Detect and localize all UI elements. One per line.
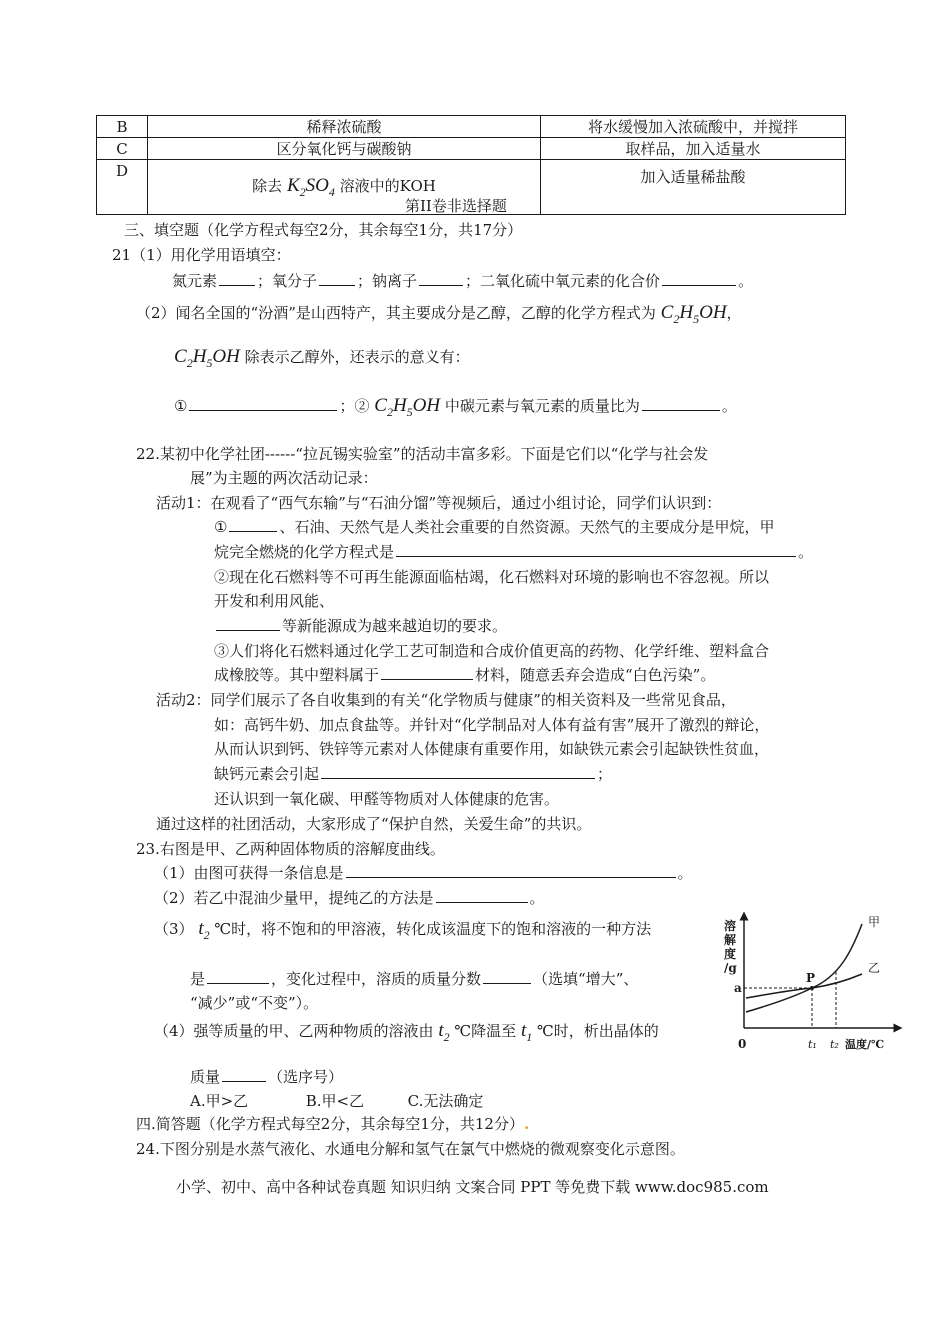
t2-symbol: $t_2$	[438, 1020, 450, 1044]
answer-blank[interactable]	[346, 862, 676, 878]
intersection-p	[810, 986, 814, 990]
q22-line7: 开发和利用风能、	[214, 592, 335, 610]
q21-line5: ① ；② $C_2H_5OH$ 中碳元素与氧元素的质量比为 。	[174, 395, 737, 419]
table-row	[97, 138, 846, 160]
q21-line2: 氮元素 ；氧分子 ；钠离子 ；二氧化硫中氧元素的化合价 。	[172, 272, 754, 290]
y-axis-label-2: 解	[724, 933, 737, 947]
series-yi-label: 乙	[868, 961, 881, 975]
q23-line1: 23.右图是甲、乙两种固体物质的溶解度曲线。	[136, 840, 445, 858]
q23-line5: 是 ，变化过程中，溶质的质量分数 （选填“增大”、	[190, 970, 639, 988]
t2-symbol: $t_2$	[198, 918, 210, 942]
curve-yi	[746, 974, 862, 998]
t1-symbol: $t_1$	[520, 1020, 533, 1044]
answer-blank[interactable]	[396, 541, 796, 557]
answer-blank[interactable]	[381, 664, 473, 680]
t2-label: t₂	[830, 1038, 839, 1051]
row-key: C	[97, 138, 148, 160]
q22-line3: 活动1：在观看了“西气东输”与“石油分馏”等视频后，通过小组讨论，同学们认识到：	[156, 494, 722, 512]
answer-blank[interactable]	[207, 968, 269, 984]
answer-blank[interactable]	[219, 270, 255, 286]
q22-line5: 烷完全燃烧的化学方程式是 。	[214, 543, 814, 561]
series-jia-label: 甲	[868, 915, 881, 929]
answer-blank[interactable]	[189, 395, 337, 411]
q21-line3: （2）闻名全国的“汾酒”是山西特产，其主要成分是乙醇，乙醇的化学方程式为 $C_2H_5OH$，	[136, 302, 742, 326]
answer-blank[interactable]	[319, 270, 355, 286]
row-experiment: 区分氧化钙与碳酸钠	[148, 138, 541, 160]
solubility-chart	[720, 910, 905, 1070]
y-axis-label-4: /g	[724, 961, 737, 975]
q22-line10: 成橡胶等。其中塑料属于 材料，随意丢弃会造成“白色污染”。	[214, 666, 716, 684]
answer-blank[interactable]	[321, 763, 595, 779]
footer: 小学、初中、高中各种试卷真题 知识归纳 文案合同 PPT 等免费下载 www.doc985.com	[176, 1178, 769, 1196]
q22-line13: 从而认识到钙、铁锌等元素对人体健康有重要作用，如缺铁元素会引起缺铁性贫血，	[214, 740, 770, 758]
t1-label: t₁	[808, 1038, 817, 1051]
x-axis-label: 温度/℃	[845, 1038, 885, 1051]
q22-line16: 通过这样的社团活动，大家形成了“保护自然，关爱生命”的共识。	[156, 815, 592, 833]
q23-line3: （2）若乙中混油少量甲，提纯乙的方法是 。	[154, 889, 545, 907]
ethanol-formula: $C_2H_5OH$	[660, 302, 727, 326]
q22-line11: 活动2：同学们展示了各自收集到的有关“化学物质与健康”的相关资料及一些常见食品，	[156, 691, 736, 709]
q21-line4: $C_2H_5OH$ 除表示乙醇外，还表示的意义有：	[174, 346, 470, 370]
q22-line6: ②现在化石燃料等不可再生能源面临枯竭，化石燃料对环境的影响也不容忽视。所以	[214, 568, 770, 586]
y-axis-label-3: 度	[724, 947, 737, 961]
q21-line1: 21（1）用化学用语填空：	[112, 246, 291, 264]
row-method: 取样品，加入适量水	[541, 138, 846, 160]
answer-blank[interactable]	[436, 887, 528, 903]
origin-label: 0	[738, 1037, 747, 1051]
q22-line12: 如：高钙牛奶、加点食盐等。并针对“化学制品对人体有益有害”展开了激烈的辩论，	[214, 716, 770, 734]
option-c[interactable]: C.无法确定	[407, 1092, 484, 1110]
a-label: a	[734, 981, 742, 995]
q22-line9: ③人们将化石燃料通过化学工艺可制造和合成价值更高的药物、化学纤维、塑料盒合	[214, 642, 770, 660]
table-row	[97, 116, 846, 138]
q23-line8: 质量 （选序号）	[190, 1068, 344, 1086]
row-method: 加入适量稀盐酸	[541, 160, 846, 215]
p-label: P	[806, 971, 816, 985]
curve-jia	[746, 924, 862, 1012]
q22-line15: 还认识到一氧化碳、甲醛等物质对人体健康的危害。	[214, 790, 560, 808]
section3-title: 三、填空题（化学方程式每空2分，其余每空1分，共17分）	[124, 221, 523, 239]
section4-title: 四.简答题（化学方程式每空2分，其余每空1分，共12分）.	[136, 1115, 530, 1133]
q22-line1: 22.某初中化学社团------“拉瓦锡实验室”的活动丰富多彩。下面是它们以“化学与社会发	[136, 445, 709, 463]
row-key: B	[97, 116, 148, 138]
option-b[interactable]: B.甲<乙	[305, 1092, 365, 1110]
answer-blank[interactable]	[222, 1066, 266, 1082]
option-a[interactable]: A.甲>乙	[190, 1092, 249, 1110]
answer-blank[interactable]	[216, 615, 280, 631]
row-experiment: 稀释浓硫酸	[148, 116, 541, 138]
part2-title: 第II卷非选择题	[405, 197, 507, 215]
experiment-pre: 除去	[252, 176, 283, 195]
answer-blank[interactable]	[642, 395, 720, 411]
ethanol-formula: $C_2H_5OH$	[374, 395, 441, 419]
q24-line: 24.下图分别是水蒸气液化、水通电分解和氢气在氯气中燃烧的微观察变化示意图。	[136, 1140, 685, 1158]
q23-line6: “减少”或“不变”）。	[190, 994, 319, 1012]
q23-line4: （3） $t_2$ ℃时，将不饱和的甲溶液，转化成该温度下的饱和溶液的一种方法	[154, 918, 652, 942]
row-key: D	[97, 160, 148, 215]
q23-options	[190, 1090, 483, 1111]
q22-line2: 展”为主题的两次活动记录：	[190, 469, 378, 487]
experiment-post: 溶液中的KOH	[339, 176, 436, 195]
ethanol-formula: $C_2H_5OH$	[174, 346, 240, 370]
answer-blank[interactable]	[662, 270, 736, 286]
q22-line14: 缺钙元素会引起 ；	[214, 765, 613, 783]
q22-line4: ① 、石油、天然气是人类社会重要的自然资源。天然气的主要成分是甲烷，甲	[214, 518, 775, 536]
answer-blank[interactable]	[229, 516, 277, 532]
row-method: 将水缓慢加入浓硫酸中，并搅拌	[541, 116, 846, 138]
answer-blank[interactable]	[419, 270, 463, 286]
answer-blank[interactable]	[483, 968, 531, 984]
y-axis-label-1: 溶	[724, 919, 737, 933]
k2so4-formula: $K_2SO_4$	[286, 174, 335, 199]
q22-line8: 等新能源成为越来越迫切的要求。	[214, 615, 507, 636]
q23-line7: （4）强等质量的甲、乙两种物质的溶液由 $t_2$ ℃降温至 $t_1$ ℃时，析出晶体的	[154, 1020, 659, 1044]
q23-line2: （1）由图可获得一条信息是 。	[154, 864, 693, 882]
